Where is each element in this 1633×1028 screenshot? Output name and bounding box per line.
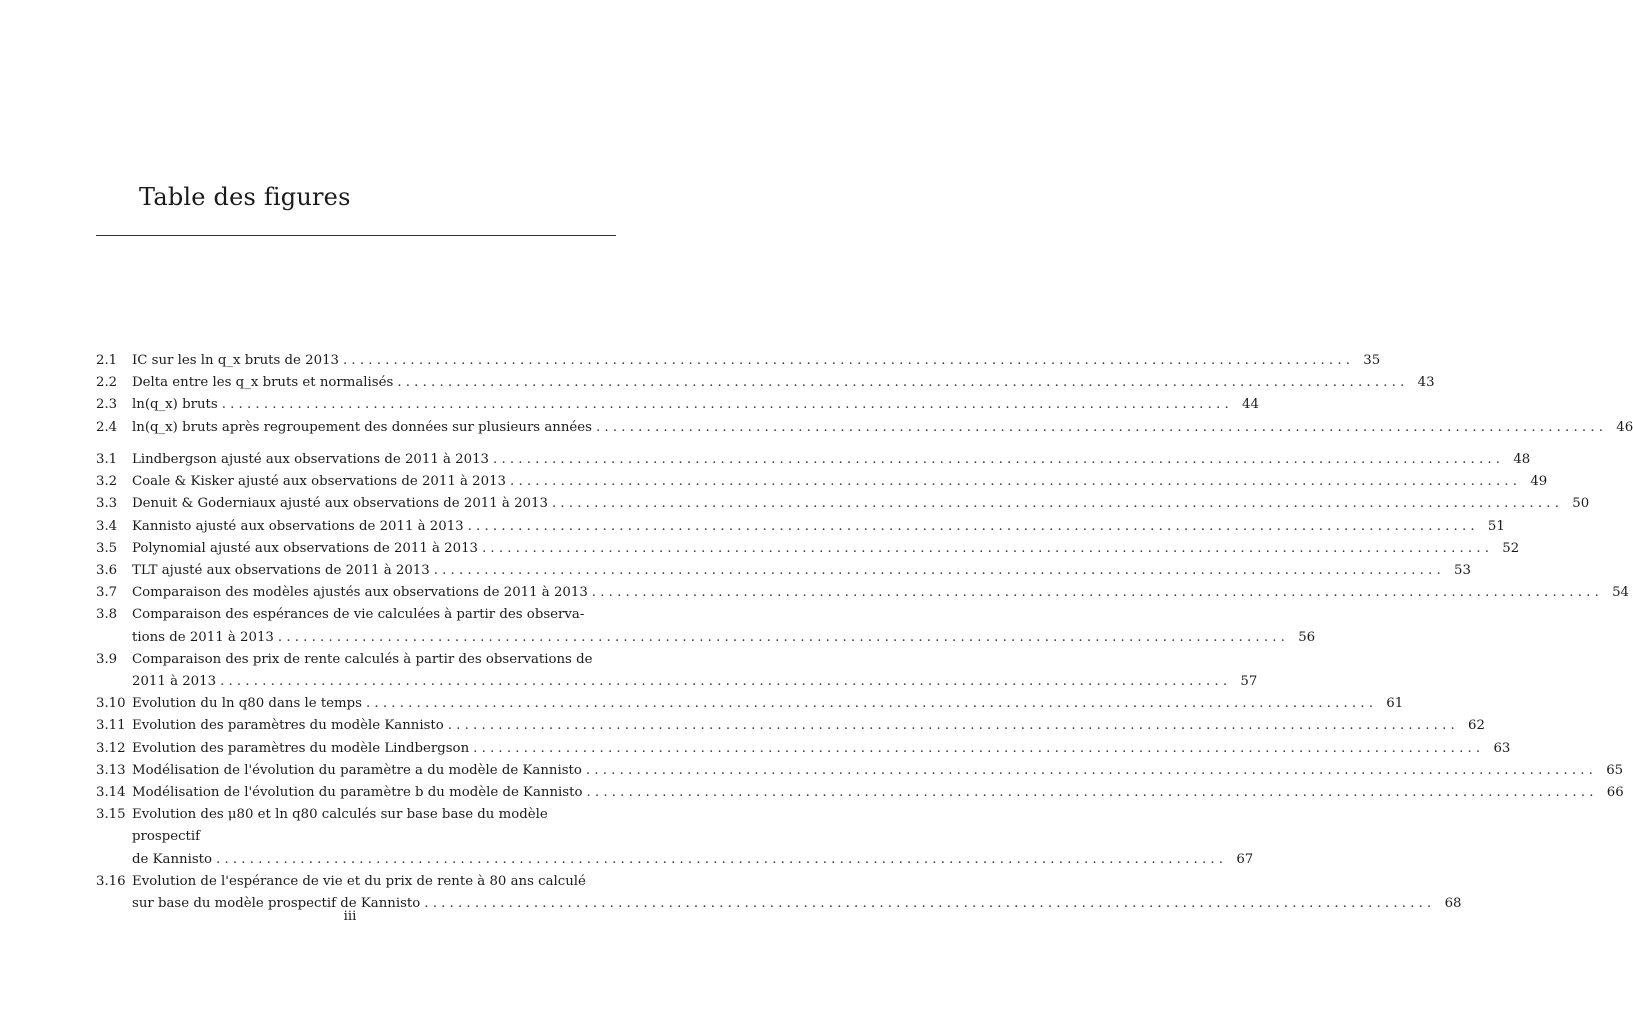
figure-entry[interactable]	[96, 538, 1520, 560]
figure-title: Polynomial ajusté aux observations de 2011 à 2013	[132, 540, 478, 556]
page-ref[interactable]: 46	[1616, 419, 1633, 435]
figure-entry[interactable]	[96, 449, 1531, 471]
figure-title: Comparaison des modèles ajustés aux observations de 2011 à 2013	[132, 585, 588, 601]
figure-title-line1: Evolution des μ80 et ln q80 calculés sur base base du modèle prospectif	[132, 807, 548, 845]
page-number: iii	[343, 909, 357, 924]
figure-entry[interactable]	[96, 649, 1258, 693]
figure-title: Evolution du ln q80 dans le temps	[132, 696, 362, 712]
page-ref[interactable]: 50	[1572, 496, 1590, 512]
figure-title: Lindbergson ajusté aux observations de 2011 à 2013	[132, 452, 490, 467]
figure-entry[interactable]	[96, 738, 1511, 760]
figure-title: Modélisation de l'évolution du paramètre a du modèle de Kannisto	[132, 762, 582, 778]
figure-number: 3.1	[96, 452, 118, 467]
page-ref[interactable]: 43	[1417, 375, 1435, 391]
dot-leader: ........................................................................................................................	[586, 785, 1598, 801]
dot-leader: ........................................................................................................................	[591, 585, 1604, 601]
figure-number: 2.3	[96, 397, 118, 413]
figure-number: 3.3	[96, 496, 118, 512]
figure-number: 3.2	[96, 474, 118, 490]
figure-entry[interactable]	[96, 582, 1630, 604]
title-rule	[96, 235, 616, 236]
dot-leader: ........................................................................................................................	[343, 353, 1355, 368]
page-ref[interactable]: 44	[1241, 397, 1259, 413]
figure-title: ln(q_x) bruts	[132, 397, 218, 413]
figure-entry[interactable]	[96, 604, 1316, 648]
figure-title: sur base du modèle prospectif de Kannisto	[132, 896, 421, 912]
figure-title: 2011 à 2013	[132, 674, 217, 690]
figure-entry[interactable]	[96, 372, 1435, 394]
figure-list-chapter-2	[96, 350, 1633, 439]
figure-number: 2.4	[96, 419, 118, 435]
figure-number: 3.4	[96, 518, 118, 534]
figure-number: 3.13	[96, 762, 126, 778]
figure-entry[interactable]	[96, 760, 1624, 782]
page-ref[interactable]: 65	[1606, 762, 1624, 778]
figure-title: Denuit & Goderniaux ajusté aux observations de 2011 à 2013	[132, 496, 548, 512]
figure-number: 3.8	[96, 607, 118, 623]
figure-entry[interactable]	[96, 516, 1505, 538]
figure-entry[interactable]	[96, 560, 1471, 582]
figure-title: IC sur les ln q_x bruts de 2013	[132, 353, 339, 368]
dot-leader: ........................................................................................................................	[473, 740, 1485, 756]
page-ref[interactable]: 68	[1444, 896, 1462, 912]
figure-entry[interactable]	[96, 715, 1485, 737]
page-ref[interactable]: 48	[1513, 452, 1531, 467]
figure-entry[interactable]	[96, 417, 1633, 439]
dot-leader: ........................................................................................................................	[467, 518, 1479, 534]
dot-leader: ........................................................................................................................	[551, 496, 1564, 512]
figure-entry[interactable]	[96, 804, 1254, 871]
dot-leader: ........................................................................................................................	[366, 696, 1378, 712]
figure-number: 2.1	[96, 353, 118, 368]
dot-leader: ........................................................................................................................	[433, 563, 1445, 579]
page-ref[interactable]: 54	[1612, 585, 1630, 601]
figure-number: 3.9	[96, 651, 118, 667]
figure-number: 3.14	[96, 785, 126, 801]
page-ref[interactable]: 35	[1363, 353, 1381, 368]
figure-title: de Kannisto	[132, 851, 213, 867]
page-ref[interactable]: 57	[1240, 674, 1258, 690]
dot-leader: ........................................................................................................................	[585, 762, 1598, 778]
figure-title-line1: Comparaison des prix de rente calculés à partir des observations de	[132, 651, 593, 667]
figure-title: ln(q_x) bruts après regroupement des données sur plusieurs années	[132, 419, 592, 435]
page-ref[interactable]: 53	[1454, 563, 1471, 579]
page-ref[interactable]: 61	[1386, 696, 1404, 712]
figure-title: Kannisto ajusté aux observations de 2011 à 2013	[132, 518, 464, 534]
figure-title: tions de 2011 à 2013	[132, 629, 274, 645]
page-ref[interactable]: 51	[1487, 518, 1505, 534]
figure-title: Evolution des paramètres du modèle Kannisto	[132, 718, 444, 734]
figure-number: 3.10	[96, 696, 126, 712]
dot-leader: ........................................................................................................................	[221, 397, 1233, 413]
figure-entry[interactable]	[96, 493, 1590, 515]
dot-leader: ........................................................................................................................	[447, 718, 1459, 734]
page-ref[interactable]: 67	[1236, 851, 1254, 867]
figure-number: 3.7	[96, 585, 118, 601]
figure-number: 3.16	[96, 873, 126, 889]
figure-title: Delta entre les q_x bruts et normalisés	[132, 375, 394, 391]
page-title: Table des figures	[139, 183, 351, 211]
page-ref[interactable]: 49	[1530, 474, 1548, 490]
dot-leader: ........................................................................................................................	[424, 896, 1436, 912]
figure-number: 3.15	[96, 807, 126, 823]
dot-leader: ........................................................................................................................	[595, 419, 1608, 435]
figure-entry[interactable]	[96, 394, 1259, 416]
page-ref[interactable]: 52	[1502, 540, 1520, 556]
dot-leader: ........................................................................................................................	[216, 851, 1228, 867]
dot-leader: ........................................................................................................................	[220, 674, 1232, 690]
dot-leader: ........................................................................................................................	[277, 629, 1290, 645]
figure-title: TLT ajusté aux observations de 2011 à 2013	[132, 563, 430, 579]
figure-entry[interactable]	[96, 782, 1624, 804]
figure-title-line1: Evolution de l'espérance de vie et du prix de rente à 80 ans calculé	[132, 873, 586, 889]
page-ref[interactable]: 66	[1606, 785, 1624, 801]
figure-title: Evolution des paramètres du modèle Lindbergson	[132, 740, 470, 756]
figure-number: 3.11	[96, 718, 126, 734]
dot-leader: ........................................................................................................................	[510, 474, 1522, 490]
page-ref[interactable]: 56	[1298, 629, 1316, 645]
dot-leader: ........................................................................................................................	[482, 540, 1494, 556]
page-ref[interactable]: 63	[1493, 740, 1511, 756]
figure-entry[interactable]	[96, 471, 1548, 493]
figure-number: 3.12	[96, 740, 126, 756]
page-ref[interactable]: 62	[1468, 718, 1485, 734]
figure-number: 3.5	[96, 540, 118, 556]
dot-leader: ........................................................................................................................	[493, 452, 1505, 467]
figure-entry[interactable]	[96, 350, 1381, 372]
figure-title: Modélisation de l'évolution du paramètre b du modèle de Kannisto	[132, 785, 583, 801]
figure-number: 2.2	[96, 375, 118, 391]
figure-number: 3.6	[96, 563, 118, 579]
dot-leader: ........................................................................................................................	[397, 375, 1409, 391]
figure-title-line1: Comparaison des espérances de vie calculées à partir des observa-	[132, 607, 585, 623]
figure-entry[interactable]	[96, 693, 1404, 715]
figure-title: Coale & Kisker ajusté aux observations de 2011 à 2013	[132, 474, 507, 490]
figure-list-chapter-3	[96, 449, 1630, 915]
